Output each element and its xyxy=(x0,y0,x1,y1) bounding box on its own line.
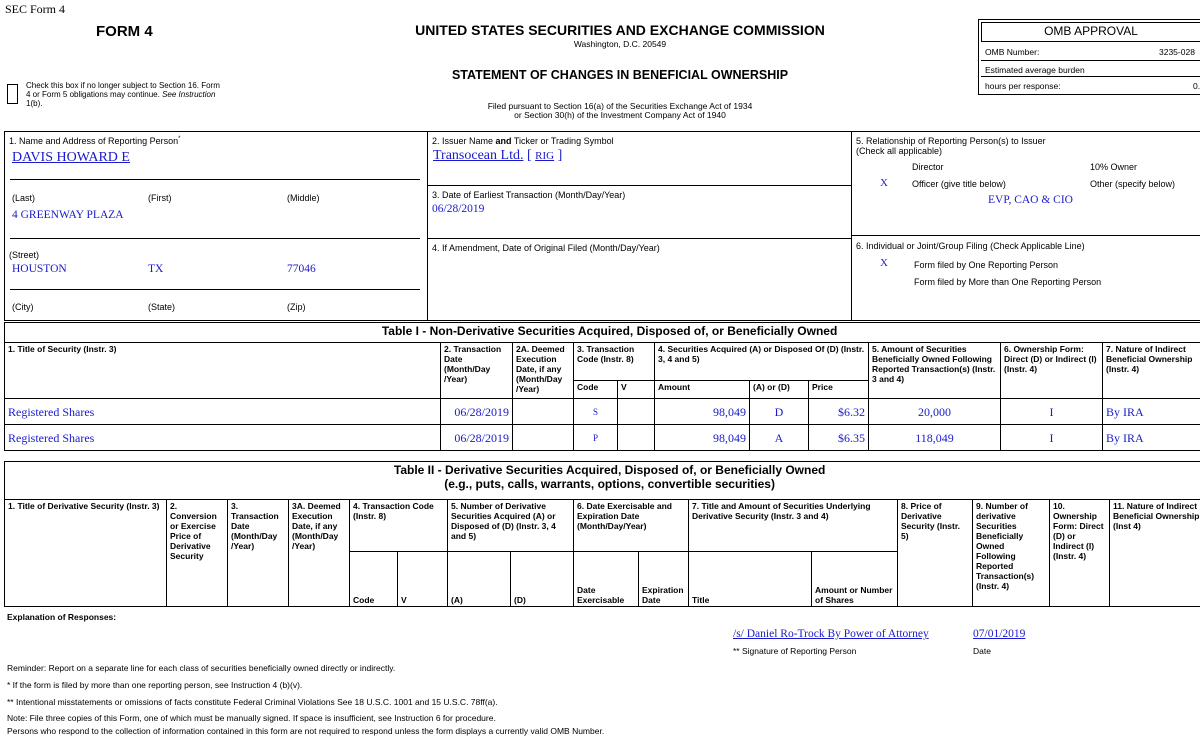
omb-approval-box xyxy=(978,19,1200,95)
statement-title: STATEMENT OF CHANGES IN BENEFICIAL OWNERSHIP xyxy=(330,68,910,82)
t2-sub-expiration: Expiration Date xyxy=(639,552,689,607)
street-label: (Street) xyxy=(9,250,39,260)
zip-label: (Zip) xyxy=(287,302,306,312)
t1-row1-title: Registered Shares xyxy=(5,399,441,425)
omb-hours-value: 0. xyxy=(1193,81,1200,91)
t2-sub-title: Title xyxy=(689,552,812,607)
explanation-heading: Explanation of Responses: xyxy=(7,612,116,622)
table-row xyxy=(5,425,1200,451)
t1-row1-v xyxy=(618,399,655,425)
city-value: HOUSTON xyxy=(12,263,67,275)
t1-row2-deemed xyxy=(513,425,574,451)
t1-row1-nature: By IRA xyxy=(1103,399,1200,425)
t1-row1-owned: 20,000 xyxy=(869,399,1001,425)
signature-link[interactable]: /s/ Daniel Ro-Trock By Power of Attorney xyxy=(733,628,929,640)
section16-checkbox[interactable] xyxy=(7,84,18,104)
zip-value: 77046 xyxy=(287,263,316,275)
box2-label: 2. Issuer Name and Ticker or Trading Symbol xyxy=(432,136,614,146)
signature-date-label: Date xyxy=(973,646,991,656)
t2-header-underlying: 7. Title and Amount of Securities Underlying Derivative Security (Instr. 3 and 4) xyxy=(689,500,898,552)
t1-row2-form: I xyxy=(1001,425,1103,451)
form-title: FORM 4 xyxy=(96,23,153,40)
signature-date[interactable]: 07/01/2019 xyxy=(973,628,1025,640)
box5-label: 5. Relationship of Reporting Person(s) to Issuer xyxy=(856,136,1046,146)
street-address: 4 GREENWAY PLAZA xyxy=(12,209,124,221)
reporting-person-name-link[interactable]: DAVIS HOWARD E xyxy=(12,150,130,166)
t1-row1-deemed xyxy=(513,399,574,425)
t1-header-owned: 5. Amount of Securities Beneficially Owned Following Reported Transaction(s) (Instr. 3 and 4) xyxy=(869,343,1001,399)
t1-row2-nature: By IRA xyxy=(1103,425,1200,451)
t1-row1-date: 06/28/2019 xyxy=(441,399,513,425)
officer-title: EVP, CAO & CIO xyxy=(988,194,1073,206)
filed-pursuant-line1: Filed pursuant to Section 16(a) of the Securities Exchange Act of 1934 xyxy=(330,101,910,111)
t1-row2-v xyxy=(618,425,655,451)
t1-row1-price: $6.32 xyxy=(809,399,869,425)
table1-title: Table I - Non-Derivative Securities Acquired, Disposed of, or Beneficially Owned xyxy=(5,323,1200,343)
t1-row1-ad: D xyxy=(750,399,809,425)
box5-sublabel: (Check all applicable) xyxy=(856,146,942,156)
t1-header-title: 1. Title of Security (Instr. 3) xyxy=(5,343,441,399)
footnote-copies: Note: File three copies of this Form, one of which must be manually signed. If space is insufficient, see Instruction 6 for procedure. xyxy=(7,713,496,723)
t1-row2-owned: 118,049 xyxy=(869,425,1001,451)
middle-label: (Middle) xyxy=(287,193,320,203)
t2-header-owned: 9. Number of derivative Securities Beneficially Owned Following Reported Transaction(s) (Instr. 4) xyxy=(973,500,1050,607)
t2-sub-amount: Amount or Number of Shares xyxy=(812,552,898,607)
omb-number-label: OMB Number: xyxy=(985,47,1039,57)
omb-title: OMB APPROVAL xyxy=(981,24,1200,38)
t1-row2-amount: 98,049 xyxy=(655,425,750,451)
t1-sub-code: Code xyxy=(574,381,618,399)
t1-row1-form: I xyxy=(1001,399,1103,425)
t1-header-nature: 7. Nature of Indirect Beneficial Ownership (Instr. 4) xyxy=(1103,343,1200,399)
t1-header-form: 6. Ownership Form: Direct (D) or Indirect (I) (Instr. 4) xyxy=(1001,343,1103,399)
t2-header-price: 8. Price of Derivative Security (Instr. 5) xyxy=(898,500,973,607)
first-label: (First) xyxy=(148,193,172,203)
t2-header-code: 4. Transaction Code (Instr. 8) xyxy=(350,500,448,552)
t2-sub-a: (A) xyxy=(448,552,511,607)
t2-header-deemed: 3A. Deemed Execution Date, if any (Month/Day /Year) xyxy=(289,500,350,607)
issuer-name-link[interactable]: Transocean Ltd. xyxy=(433,148,523,163)
director-label: Director xyxy=(912,162,944,172)
t1-sub-amount: Amount xyxy=(655,381,750,399)
t2-sub-exercisable: Date Exercisable xyxy=(574,552,639,607)
t1-row1-code: S xyxy=(574,399,618,425)
t1-row2-title: Registered Shares xyxy=(5,425,441,451)
reporting-info-grid xyxy=(4,131,1200,321)
officer-check-mark[interactable]: X xyxy=(880,177,888,189)
t1-header-deemed: 2A. Deemed Execution Date, if any (Month/Day /Year) xyxy=(513,343,574,399)
t1-sub-price: Price xyxy=(809,381,869,399)
omb-hours-label: hours per response: xyxy=(985,81,1061,91)
box3-label: 3. Date of Earliest Transaction (Month/Day/Year) xyxy=(432,190,625,200)
t1-header-code: 3. Transaction Code (Instr. 8) xyxy=(574,343,655,381)
one-person-label: Form filed by One Reporting Person xyxy=(914,260,1058,270)
state-label: (State) xyxy=(148,302,175,312)
t1-sub-v: V xyxy=(618,381,655,399)
t2-sub-v: V xyxy=(398,552,448,607)
one-person-check-mark[interactable]: X xyxy=(880,257,888,269)
t2-header-number: 5. Number of Derivative Securities Acquired (A) or Disposed of (D) (Instr. 3, 4 and 5) xyxy=(448,500,574,552)
footnote-misstatements: ** Intentional misstatements or omissions of facts constitute Federal Criminal Violations See 18 U.S.C. 1001 and 15 U.S.C. 78ff(a). xyxy=(7,697,498,707)
agency-location: Washington, D.C. 20549 xyxy=(330,39,910,49)
ticker-link[interactable]: RIG xyxy=(535,150,554,162)
ten-percent-owner-label: 10% Owner xyxy=(1090,162,1137,172)
issuer-line: Transocean Ltd. [ RIG ] xyxy=(433,148,562,164)
t1-row2-date: 06/28/2019 xyxy=(441,425,513,451)
t1-sub-ad: (A) or (D) xyxy=(750,381,809,399)
box1-label: 1. Name and Address of Reporting Person* xyxy=(9,136,180,146)
footnote-omb: Persons who respond to the collection of information contained in this form are not required to respond unless the form displays a currently valid OMB Number. xyxy=(7,726,604,736)
omb-number-value: 3235-028 xyxy=(1159,47,1195,57)
footnote-multiple-persons: * If the form is filed by more than one reporting person, see Instruction 4 (b)(v). xyxy=(7,680,302,690)
box4-label: 4. If Amendment, Date of Original Filed (Month/Day/Year) xyxy=(432,243,660,253)
table2-title: Table II - Derivative Securities Acquired, Disposed of, or Beneficially Owned (e.g., puts, calls, warrants, options, convertible securities) xyxy=(5,462,1200,500)
t2-header-form: 10. Ownership Form: Direct (D) or Indirect (I) (Instr. 4) xyxy=(1050,500,1110,607)
city-label: (City) xyxy=(12,302,34,312)
other-label: Other (specify below) xyxy=(1090,179,1175,189)
t2-header-exercisable: 6. Date Exercisable and Expiration Date (Month/Day/Year) xyxy=(574,500,689,552)
officer-label: Officer (give title below) xyxy=(912,179,1006,189)
table-row xyxy=(5,399,1200,425)
sec-form-label: SEC Form 4 xyxy=(5,2,65,17)
t2-header-conversion: 2. Conversion or Exercise Price of Derivative Security xyxy=(167,500,228,607)
footnote-reminder: Reminder: Report on a separate line for each class of securities beneficially owned directly or indirectly. xyxy=(7,663,395,673)
omb-burden-label: Estimated average burden xyxy=(985,65,1085,75)
table-non-derivative xyxy=(4,322,1200,451)
state-value: TX xyxy=(148,263,163,275)
t2-header-title: 1. Title of Derivative Security (Instr. 3) xyxy=(5,500,167,607)
t1-row2-price: $6.35 xyxy=(809,425,869,451)
last-label: (Last) xyxy=(12,193,35,203)
more-persons-label: Form filed by More than One Reporting Person xyxy=(914,277,1101,287)
section16-checkbox-label: Check this box if no longer subject to Section 16. Form 4 or Form 5 obligations may continue. See Instruction 1(b). xyxy=(26,81,220,108)
t1-row2-code: P xyxy=(574,425,618,451)
signature-label: ** Signature of Reporting Person xyxy=(733,646,856,656)
filed-pursuant-line2: or Section 30(h) of the Investment Company Act of 1940 xyxy=(330,110,910,120)
t1-row1-amount: 98,049 xyxy=(655,399,750,425)
box6-label: 6. Individual or Joint/Group Filing (Check Applicable Line) xyxy=(856,241,1085,251)
t1-header-date: 2. Transaction Date (Month/Day /Year) xyxy=(441,343,513,399)
t2-header-nature: 11. Nature of Indirect Beneficial Ownership (Inst 4) xyxy=(1110,500,1200,607)
t2-sub-d: (D) xyxy=(511,552,574,607)
table-derivative xyxy=(4,461,1200,607)
t1-header-securities: 4. Securities Acquired (A) or Disposed Of (D) (Instr. 3, 4 and 5) xyxy=(655,343,869,381)
agency-name: UNITED STATES SECURITIES AND EXCHANGE COMMISSION xyxy=(330,22,910,38)
earliest-transaction-date: 06/28/2019 xyxy=(432,203,484,215)
t2-header-date: 3. Transaction Date (Month/Day /Year) xyxy=(228,500,289,607)
t2-sub-code: Code xyxy=(350,552,398,607)
t1-row2-ad: A xyxy=(750,425,809,451)
